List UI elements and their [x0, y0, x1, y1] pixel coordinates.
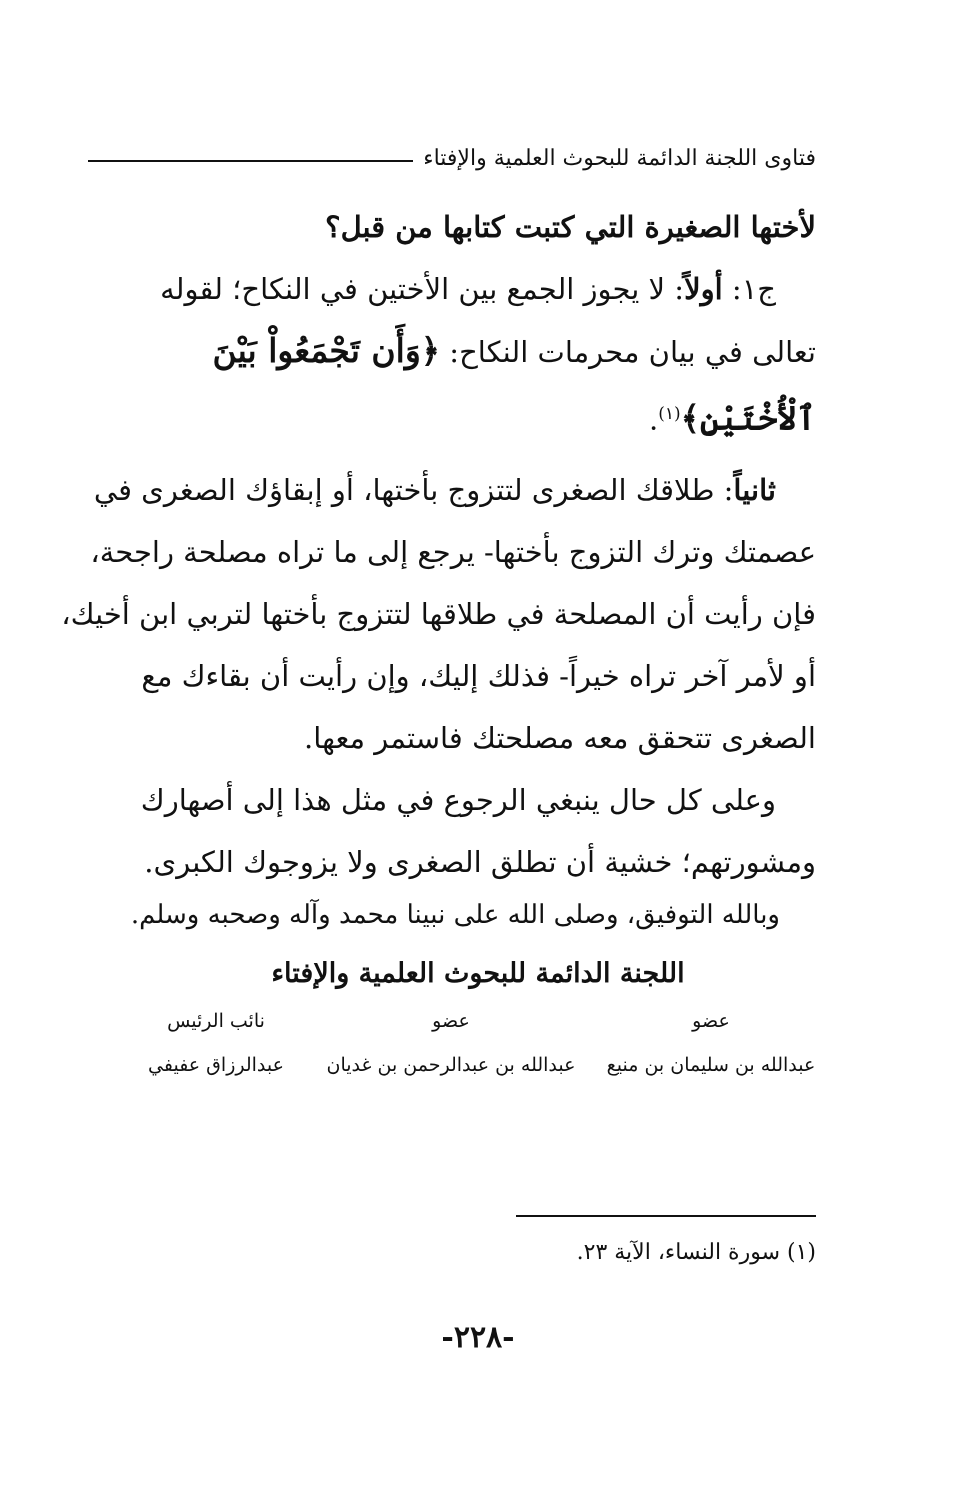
signer-1 — [606, 1010, 816, 1076]
answer-line-3-end: . — [649, 402, 659, 437]
header-rule — [88, 160, 413, 162]
quran-verse-part-2: ٱلْأُخْتَيْنِ﴾ — [680, 398, 816, 438]
answer-first-label: أولاً — [684, 272, 723, 306]
closing-text: وبالله التوفيق، وصلى الله على نبينا محمد وآله وصحبه وسلم. — [130, 900, 780, 930]
header-title: فتاوى اللجنة الدائمة للبحوث العلمية والإفتاء — [423, 145, 816, 171]
answer-line-2 — [138, 320, 816, 383]
signer-2-name: عبدالله بن عبدالرحمن بن غديان — [326, 1054, 576, 1076]
second-label: ثانياً — [733, 472, 776, 507]
footnote-reference: (١) — [658, 404, 681, 424]
signatories — [126, 1010, 816, 1090]
quran-verse-part-1: ﴿وَأَن تَجْمَعُواْ بَيْنَ — [212, 331, 441, 370]
answer-line-2-text: تعالى في بيان محرمات النكاح: — [440, 335, 816, 369]
signer-3-name: عبدالرزاق عفيفي — [148, 1054, 284, 1076]
signer-1-name: عبدالله بن سليمان بن منيع — [606, 1054, 816, 1076]
signer-3-role: نائب الرئيس — [167, 1010, 265, 1032]
answer-line-1 — [138, 258, 816, 320]
footnote-separator — [516, 1215, 816, 1217]
answer-prefix: ج١: — [722, 272, 776, 306]
second-line-1 — [93, 459, 816, 521]
third-line-2: ومشورتهم؛ خشية أن تطلق الصغرى ولا يزوجوك الكبرى. — [144, 844, 816, 879]
second-line-4: أو لأمر آخر تراه خيراً- فذلك إليك، وإن رأيت أن بقاءك مع — [141, 658, 816, 693]
page-number: -٢٢٨- — [441, 1320, 515, 1355]
second-line-3: فإن رأيت أن المصلحة في طلاقها لتتزوج بأختها لتربي ابن أخيك، — [61, 596, 816, 631]
signer-2 — [326, 1010, 576, 1076]
committee-title: اللجنة الدائمة للبحوث العلمية والإفتاء — [271, 958, 685, 989]
second-line-1-text: : طلاقك الصغرى لتتزوج بأختها، أو إبقاؤك الصغرى في — [93, 472, 734, 507]
answer-line-1-text: : لا يجوز الجمع بين الأختين في النكاح؛ لقوله — [160, 272, 685, 306]
footnote: (١) سورة النساء، الآية ٢٣. — [576, 1240, 816, 1265]
answer-line-3 — [138, 383, 816, 451]
second-line-5: الصغرى تتحقق معه مصلحتك فاستمر معها. — [304, 720, 816, 755]
second-line-2: عصمتك وترك التزوج بأختها- يرجع إلى ما تراه مصلحة راجحة، — [90, 534, 816, 569]
third-line-1: وعلى كل حال ينبغي الرجوع في مثل هذا إلى أصهارك — [140, 782, 776, 817]
running-header — [88, 140, 816, 176]
signer-1-role: عضو — [692, 1010, 730, 1032]
closing-line — [130, 900, 816, 930]
signer-3 — [126, 1010, 306, 1076]
question-end-line: لأختها الصغيرة التي كتبت كتابها من قبل؟ — [325, 210, 816, 244]
signer-2-role: عضو — [432, 1010, 470, 1032]
main-text — [61, 196, 816, 893]
